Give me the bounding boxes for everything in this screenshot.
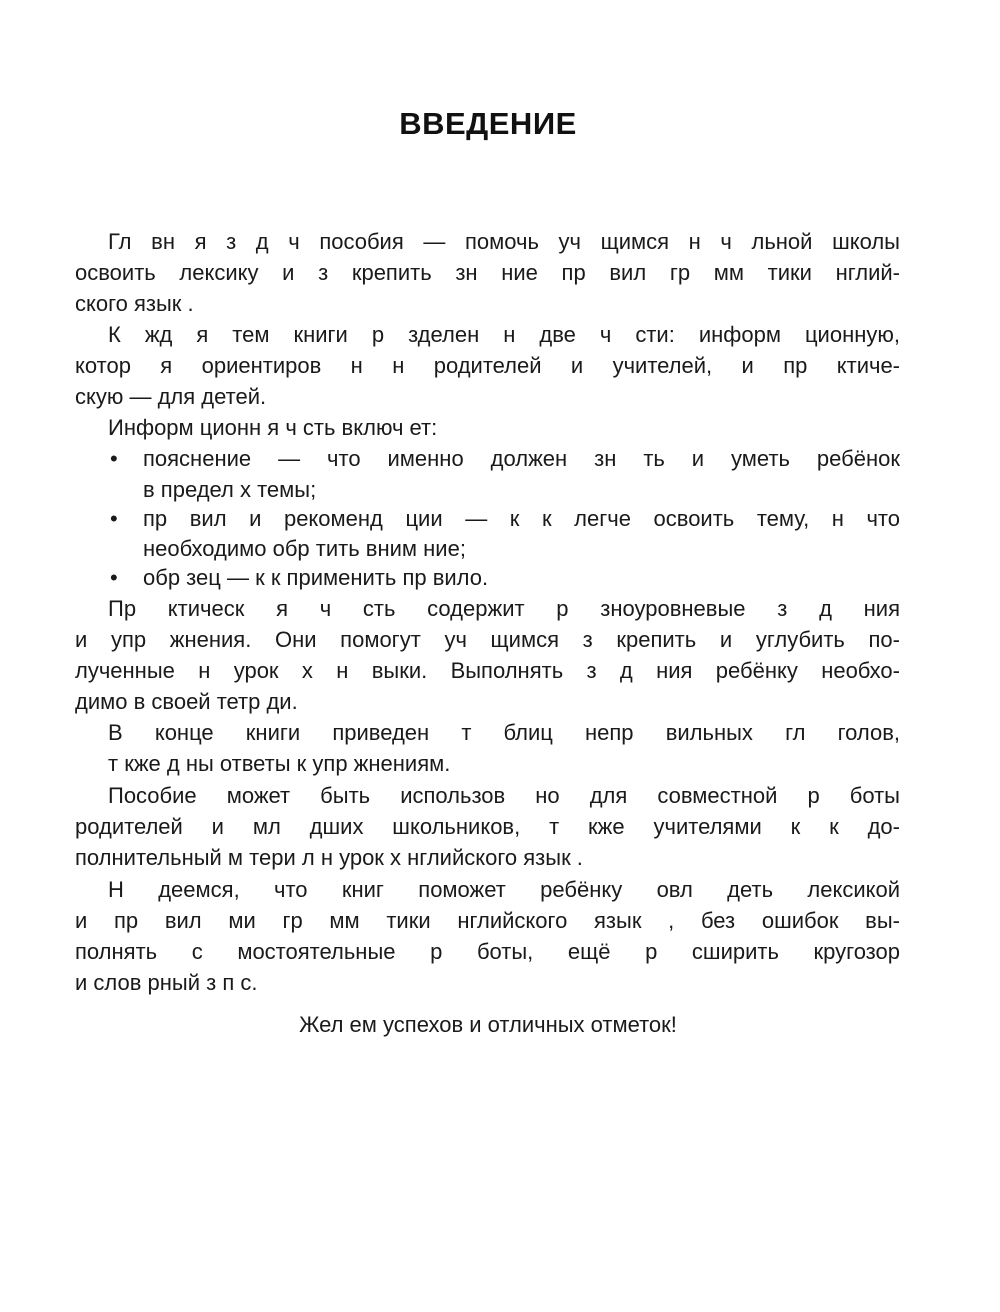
paragraph-2-line-3: скую — для детей.: [75, 384, 267, 409]
bullet-marker: •: [110, 565, 118, 590]
bullet-2-line-1: пр вил и рекоменд ции — к к легче освоить тему, н что: [143, 506, 900, 531]
paragraph-1-line-1: Гл вн я з д ч пособия — помочь уч щимся н ч льной школы: [108, 229, 900, 254]
bullet-2-line-2: необходимо обр тить вним ние;: [143, 536, 466, 561]
paragraph-4-line-3: лученные н урок х н выки. Выполнять з д ния ребёнку необхо-: [75, 658, 900, 683]
paragraph-1-line-2: освоить лексику и з крепить зн ние пр вил гр мм тики нглий-: [75, 260, 900, 285]
bullet-marker: •: [110, 506, 118, 531]
bullet-1-line-1: пояснение — что именно должен зн ть и уметь ребёнок: [143, 446, 900, 471]
paragraph-7-line-3: полнять с мостоятельные р боты, ещё р сширить кругозор: [75, 939, 900, 964]
paragraph-2-line-2: котор я ориентиров н н родителей и учителей, и пр ктиче-: [75, 353, 900, 378]
paragraph-2-line-1: К жд я тем книги р зделен н две ч сти: информ ционную,: [108, 322, 900, 347]
paragraph-6-line-3: полнительный м тери л н урок х нглийского язык .: [75, 845, 583, 870]
page-title: ВВЕДЕНИЕ: [399, 106, 577, 141]
paragraph-5-line-2: т кже д ны ответы к упр жнениям.: [108, 751, 451, 776]
paragraph-5-line-1: В конце книги приведен т блиц непр вильных гл голов,: [108, 720, 900, 745]
paragraph-7-line-1: Н деемся, что книг поможет ребёнку овл деть лексикой: [108, 877, 900, 902]
bullet-1-line-2: в предел х темы;: [143, 477, 317, 502]
paragraph-7-line-2: и пр вил ми гр мм тики нглийского язык , без ошибок вы-: [75, 908, 900, 933]
paragraph-4-line-2: и упр жнения. Они помогут уч щимся з крепить и углубить по-: [75, 627, 900, 652]
bullet-marker: •: [110, 446, 118, 471]
paragraph-7-line-4: и слов рный з п с.: [75, 970, 258, 995]
paragraph-4-line-4: димо в своей тетр ди.: [75, 689, 298, 714]
bullet-3-line-1: обр зец — к к применить пр вило.: [143, 565, 489, 590]
paragraph-1-line-3: ского язык .: [75, 291, 194, 316]
paragraph-4-line-1: Пр ктическ я ч сть содержит р зноуровневые з д ния: [108, 596, 900, 621]
paragraph-3-line-1: Информ ционн я ч сть включ ет:: [108, 415, 438, 440]
paragraph-6-line-2: родителей и мл дших школьников, т кже учителями к к до-: [75, 814, 900, 839]
closing-wish: Жел ем успехов и отличных отметок!: [299, 1012, 677, 1037]
paragraph-6-line-1: Пособие может быть использов но для совместной р боты: [108, 783, 900, 808]
